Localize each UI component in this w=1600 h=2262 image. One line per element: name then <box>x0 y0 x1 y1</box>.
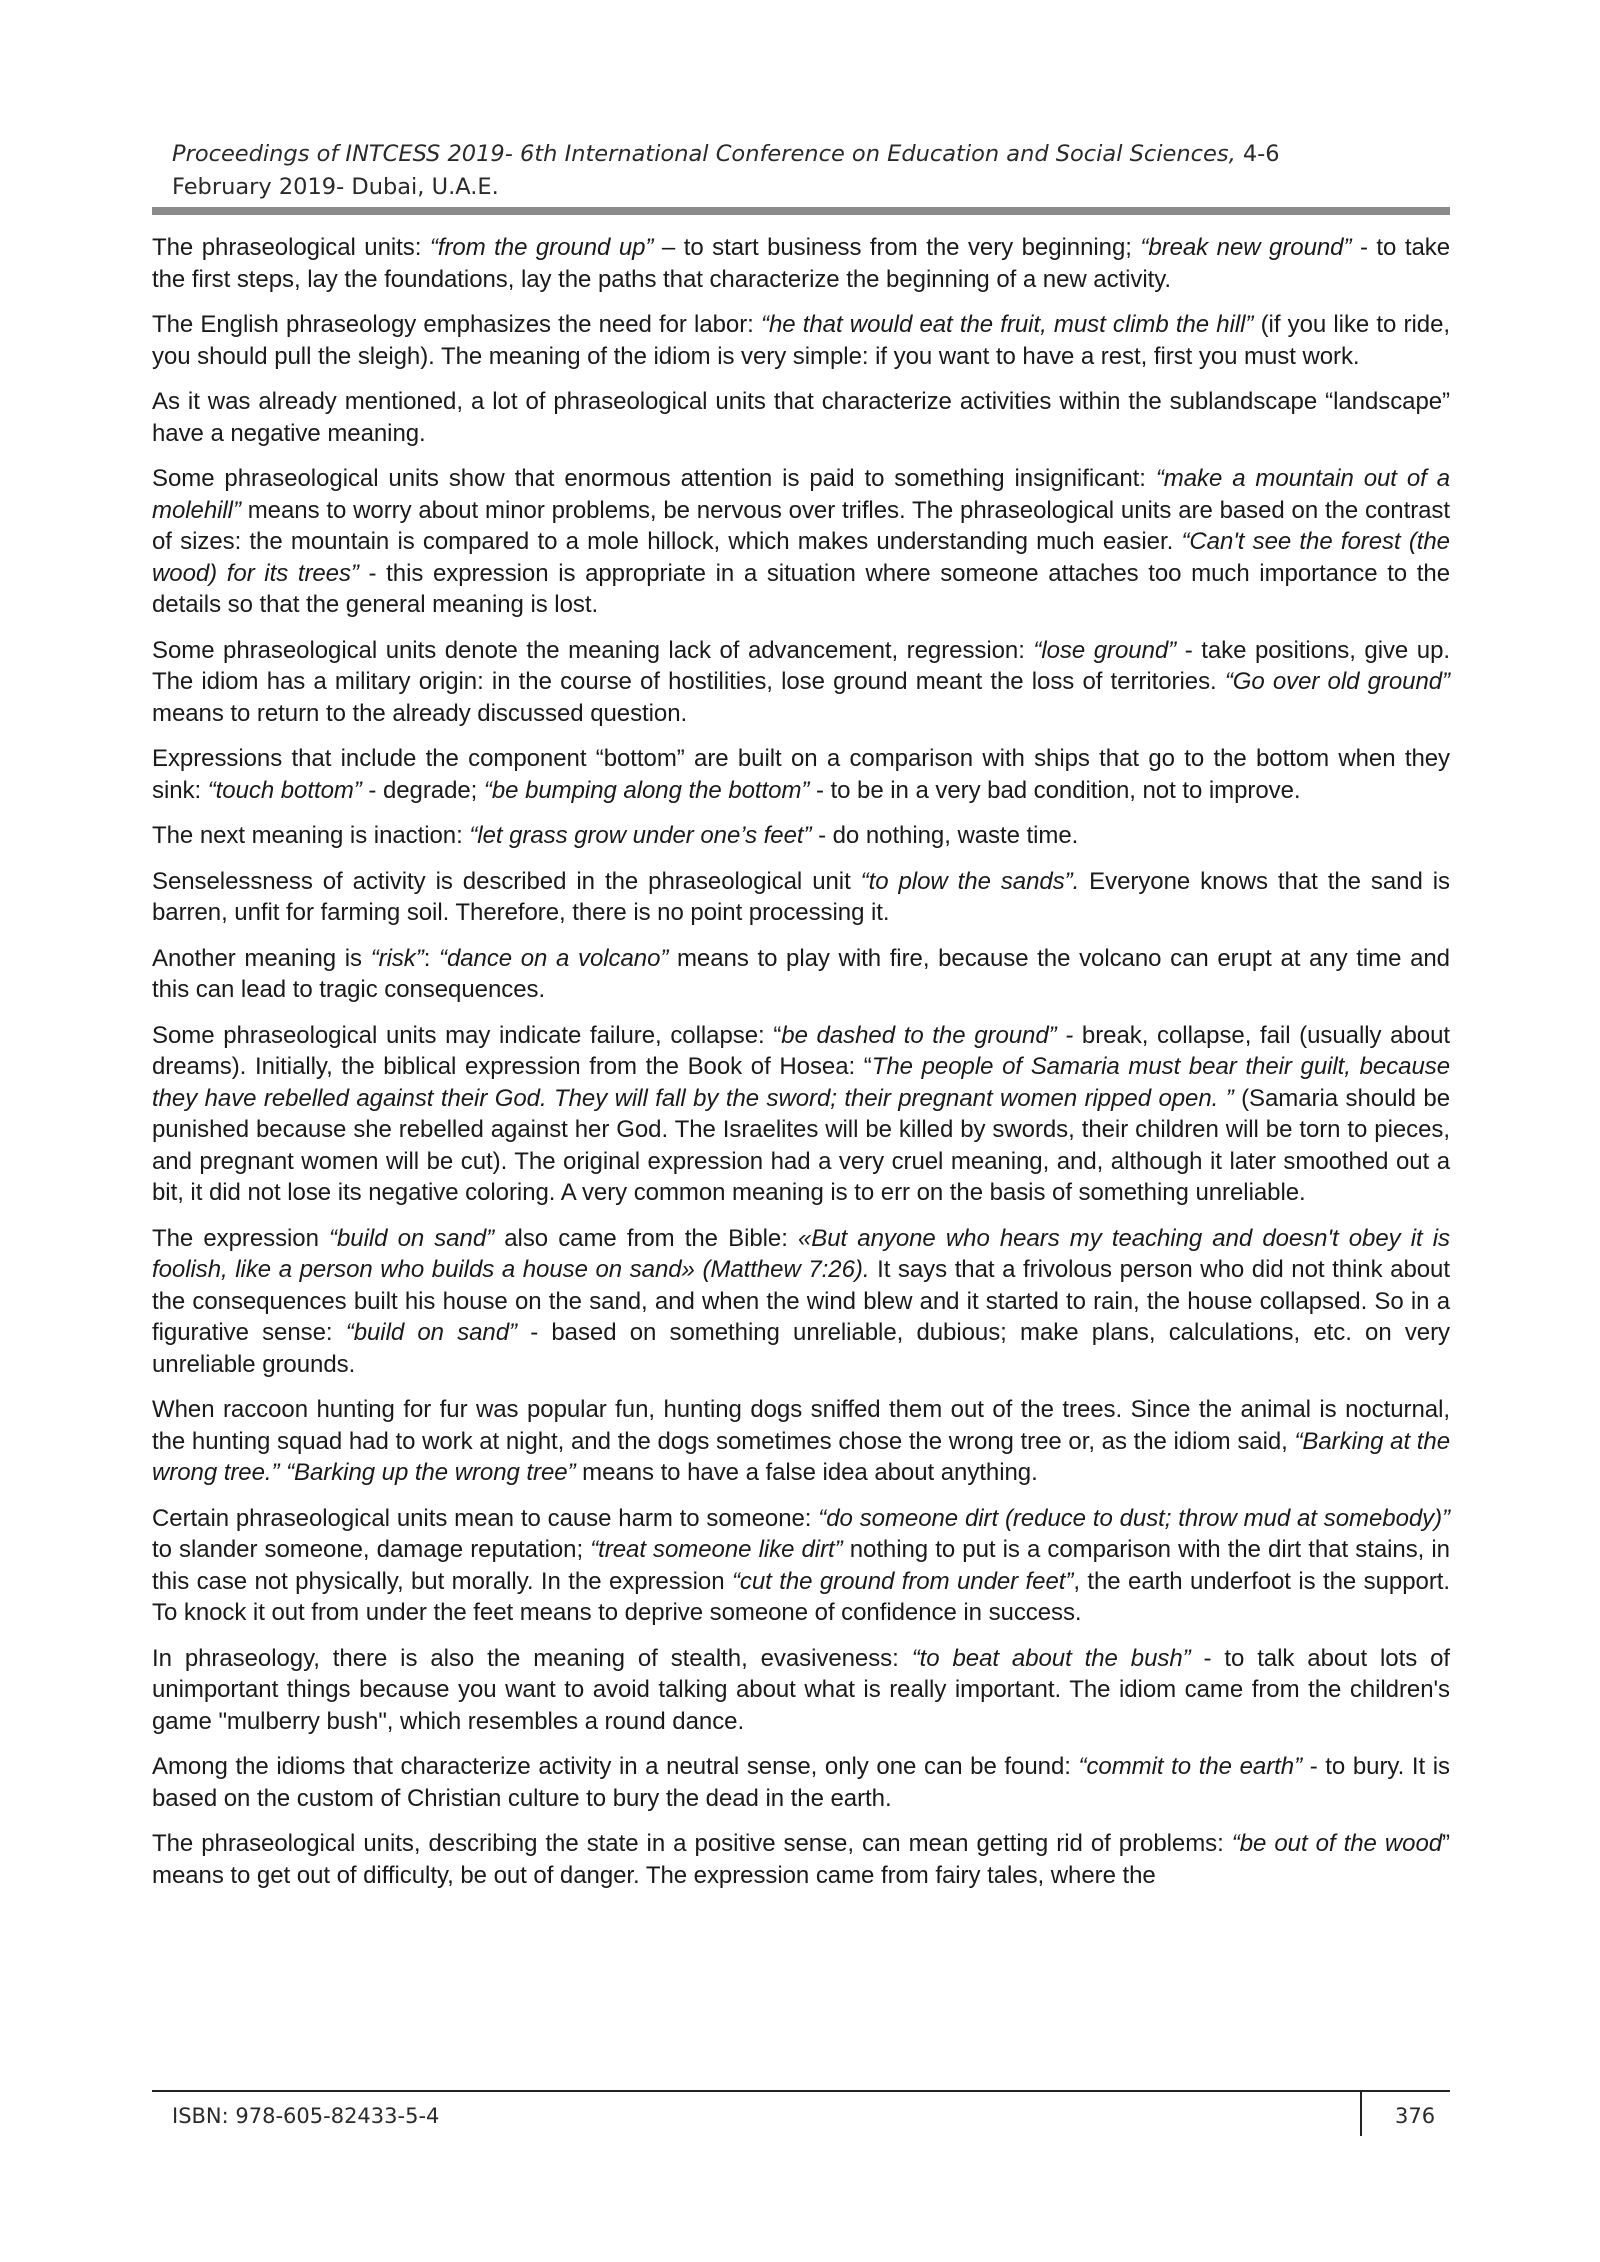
running-header <box>172 138 1452 204</box>
text-run: also came from the Bible: <box>494 1224 798 1252</box>
text-run: - based on something unreliable, dubious; make plans, calculations, etc. on very unreliable grounds. <box>152 1319 1451 1378</box>
text-run: , the earth underfoot is the support. To knock it out from under the feet means to deprive someone of confidence in success. <box>152 1567 1450 1626</box>
italic-phrase: “from the ground up” <box>429 234 654 261</box>
paragraph <box>152 1503 1450 1629</box>
text-run: As it was already mentioned, a lot of phraseological units that characterize activities within the sublandscape “landscape” have a negative meaning. <box>152 388 1450 447</box>
text-run: – to start business from the very beginning; <box>653 234 1141 261</box>
paragraph <box>152 463 1450 621</box>
italic-phrase: “let grass grow under one’s feet” <box>469 822 812 849</box>
italic-phrase: “to plow the sands”. <box>860 867 1080 895</box>
italic-phrase: “lose ground” <box>1033 636 1177 664</box>
text-run: ” means to get out of difficulty, be out of danger. The expression came from fairy tales, where the <box>152 1830 1450 1889</box>
paragraph <box>152 386 1450 449</box>
text-run: Expressions that include the component “bottom” are built on a comparison with ships that go to the bottom when they sink: <box>152 745 1450 804</box>
paragraph <box>152 1828 1450 1891</box>
text-run: When raccoon hunting for fur was popular fun, hunting dogs sniffed them out of the trees. Since the animal is nocturnal, the hunting squad had to work at night, and the dogs sometimes chose the wrong tree or, as the idiom said, <box>152 1396 1450 1455</box>
text-run: The next meaning is inaction: <box>152 822 470 849</box>
italic-phrase: “commit to the earth” <box>1078 1753 1303 1780</box>
text-run: (if you like to ride, you should pull the sleigh). The meaning of the idiom is very simple: if you want to have a rest, first you must work. <box>152 311 1450 370</box>
italic-phrase: “cut the ground from under feet” <box>731 1567 1074 1595</box>
text-run: In phraseology, there is also the meaning of stealth, evasiveness: <box>152 1644 912 1672</box>
text-run: - this expression is appropriate in a situation where someone attaches too much importance to the details so that the general meaning is lost. <box>152 559 1450 618</box>
header-line-2: February 2019- Dubai, U.A.E. <box>172 174 499 200</box>
italic-phrase: “Barking at the wrong tree.” “Barking up the wrong tree” <box>152 1427 1450 1486</box>
paragraph <box>152 866 1450 929</box>
paragraph <box>152 1643 1450 1738</box>
text-run: - take positions, give up. The idiom has a military origin: in the course of hostilities, lose ground meant the loss of territories. <box>152 636 1450 695</box>
italic-phrase: “make a mountain out of a molehill” <box>152 465 1450 524</box>
text-run: Another meaning is <box>152 944 371 972</box>
text-run: - do nothing, waste time. <box>811 822 1079 849</box>
italic-phrase: “be out of the wood <box>1231 1830 1443 1857</box>
italic-phrase: “he that would eat the fruit, must climb the hill” <box>761 311 1254 338</box>
text-run: means to play with fire, because the volcano can erupt at any time and this can lead to tragic consequences. <box>152 944 1450 1003</box>
paragraph <box>152 309 1450 372</box>
italic-phrase: “be bumping along the bottom” <box>483 776 810 804</box>
text-run: Some phraseological units show that enormous attention is paid to something insignificant: <box>152 465 1156 492</box>
text-run: Some phraseological units denote the meaning lack of advancement, regression: <box>152 636 1034 664</box>
italic-phrase: “build on sand” <box>345 1319 517 1346</box>
italic-phrase: The people of Samaria must bear their guilt, because they have rebelled against their God. They will fall by the sword; their pregnant women ripped open. ” <box>152 1053 1450 1112</box>
text-run: Everyone knows that the sand is barren, unfit for farming soil. Therefore, there is no point processing it. <box>152 867 1450 926</box>
italic-phrase: “build on sand” <box>329 1224 495 1252</box>
page-number: 376 <box>1395 2104 1436 2128</box>
text-run: Some phraseological units may indicate failure, collapse: “ <box>152 1021 782 1049</box>
italic-phrase: “break new ground” <box>1140 234 1352 261</box>
text-run: nothing to put is a comparison with the dirt that stains, in this case not physically, but morally. In the expression <box>152 1536 1450 1595</box>
italic-phrase: “risk” <box>370 944 424 972</box>
italic-phrase: “do someone dirt (reduce to dust; throw mud at somebody)” <box>818 1504 1450 1532</box>
header-rule <box>152 207 1450 215</box>
isbn: ISBN: 978-605-82433-5-4 <box>172 2104 440 2128</box>
text-run: : <box>423 944 439 972</box>
paragraph <box>152 943 1450 1006</box>
italic-phrase: «But anyone who hears my teaching and doesn't obey it is foolish, like a person who builds a house on sand» (Matthew 7:26). <box>152 1224 1450 1283</box>
body-text <box>152 232 1450 1905</box>
italic-phrase: “Go over old ground” <box>1224 668 1450 695</box>
text-run: The phraseological units, describing the state in a positive sense, can mean getting rid of problems: <box>152 1830 1232 1857</box>
text-run: - to take the first steps, lay the foundations, lay the paths that characterize the beginning of a new activity. <box>152 234 1450 293</box>
text-run: to slander someone, damage reputation; <box>152 1536 591 1563</box>
paragraph <box>152 1394 1450 1489</box>
italic-phrase: be dashed to the ground” - <box>781 1021 1074 1049</box>
text-run: (Samaria should be punished because she rebelled against her God. The Israelites will be killed by swords, their children will be torn to pieces, and pregnant women will be cut). The original expression had a very cruel meaning, and, although it later smoothed out a bit, it did not lose its negative coloring. A very common meaning is to err on the basis of something unreliable. <box>152 1084 1450 1206</box>
paragraph <box>152 1223 1450 1381</box>
header-line-1 <box>172 138 1452 171</box>
footer-rule <box>152 2090 1450 2092</box>
paragraph <box>152 635 1450 730</box>
header-proceedings-title: Proceedings of INTCESS 2019- 6th International Conference on Education and Social Sciences, <box>172 141 1236 167</box>
italic-phrase: “dance on a volcano” <box>439 944 669 972</box>
paragraph <box>152 1751 1450 1814</box>
text-run: The phraseological units: <box>152 234 430 261</box>
text-run: - degrade; <box>361 776 484 804</box>
text-run: break, collapse, fail (usually about dreams). Initially, the biblical expression from the Book of Hosea: “ <box>152 1021 1450 1080</box>
text-run: Senselessness of activity is described in the phraseological unit <box>152 867 861 895</box>
text-run: It says that a frivolous person who did not think about the consequences built his house on the sand, and when the wind blew and it started to rain, the house collapsed. So in a figurative sense: <box>152 1256 1450 1346</box>
paragraph <box>152 743 1450 806</box>
paragraph <box>152 232 1450 295</box>
text-run: The expression <box>152 1224 330 1252</box>
header-dates-start: 4-6 <box>1235 141 1280 167</box>
paragraph <box>152 1020 1450 1209</box>
italic-phrase: “treat someone like dirt” <box>590 1536 843 1563</box>
text-run: means to have a false idea about anything. <box>575 1459 1038 1486</box>
text-run: means to worry about minor problems, be nervous over trifles. The phraseological units are based on the contrast of sizes: the mountain is compared to a mole hillock, which makes understanding much easier. <box>152 496 1450 555</box>
italic-phrase: “Can't see the forest (the wood) for its trees” <box>152 528 1450 587</box>
text-run: Certain phraseological units mean to cause harm to someone: <box>152 1504 819 1532</box>
text-run: means to return to the already discussed question. <box>152 699 688 727</box>
italic-phrase: “touch bottom” <box>207 776 362 804</box>
italic-phrase: “to beat about the bush” <box>911 1644 1191 1672</box>
paragraph <box>152 820 1450 852</box>
text-run: - to talk about lots of unimportant things because you want to avoid talking about what is really important. The idiom came from the children's game "mulberry bush", which resembles a round dance. <box>152 1644 1450 1735</box>
text-run: The English phraseology emphasizes the need for labor: <box>152 311 762 338</box>
text-run: - to be in a very bad condition, not to improve. <box>809 776 1301 804</box>
text-run: - to bury. It is based on the custom of Christian culture to bury the dead in the earth. <box>152 1753 1450 1812</box>
text-run: Among the idioms that characterize activity in a neutral sense, only one can be found: <box>152 1753 1079 1780</box>
footer-divider <box>1360 2090 1362 2136</box>
